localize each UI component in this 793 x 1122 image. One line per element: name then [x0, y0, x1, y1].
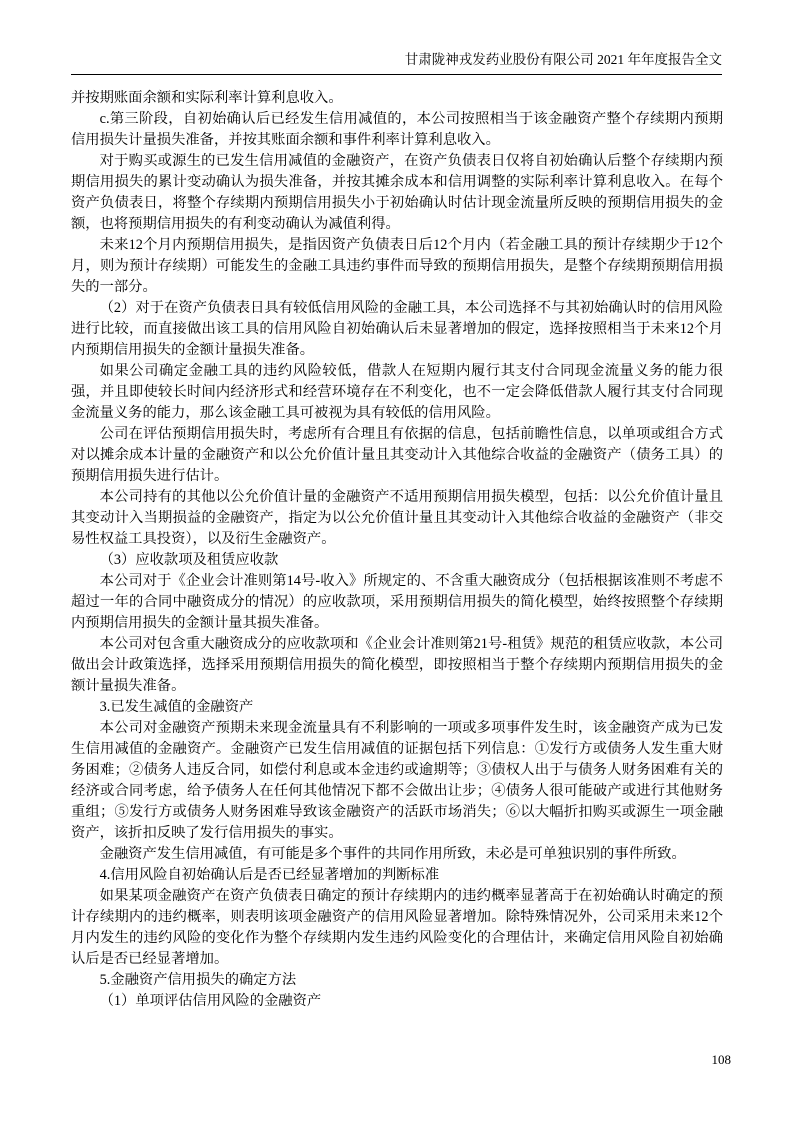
paragraph: 未来12个月内预期信用损失，是指因资产负债表日后12个月内（若金融工具的预计存续期少于12个月，则为预计存续期）可能发生的金融工具违约事件而导致的预期信用损失，是整个存续期预期信用损失的一部分。: [71, 237, 723, 295]
paragraph: 本公司对金融资产预期未来现金流量具有不利影响的一项或多项事件发生时，该金融资产成为已发生信用减值的金融资产。金融资产已发生信用减值的证据包括下列信息：①发行方或债务人发生重大财务困难；②债务人违反合同，如偿付利息或本金违约或逾期等；③债权人出于与债务人财务困难有关的经济或合同考虑，给予债务人在任何其他情况下都不会做出让步；④债务人很可能破产或进行其他财务重组；⑤发行方或债务人财务困难导致该金融资产的活跃市场消失；⑥以大幅折扣购买或源生一项金融资产，该折扣反映了发行信用损失的事实。: [71, 720, 723, 841]
section-heading: 5.金融资产信用损失的确定方法: [99, 972, 297, 988]
paragraph: 金融资产发生信用减值，有可能是多个事件的共同作用所致，未必是可单独识别的事件所致。: [99, 846, 686, 862]
paragraph: 公司在评估预期信用损失时，考虑所有合理且有依据的信息，包括前瞻性信息，以单项或组合方式对以摊余成本计量的金融资产和以公允价值计量且其变动计入其他综合收益的金融资产（债务工具）的预期信用损失进行估计。: [71, 426, 723, 484]
document-body: [71, 88, 723, 1012]
section-heading: 4.信用风险自初始确认后是否已经显著增加的判断标准: [99, 867, 440, 883]
report-title: 甘肃陇神戎发药业股份有限公司 2021 年年度报告全文: [404, 52, 722, 67]
section-heading: 3.已发生减值的金融资产: [99, 699, 254, 715]
paragraph: 本公司对于《企业会计准则第14号-收入》所规定的、不含重大融资成分（包括根据该准则不考虑不超过一年的合同中融资成分的情况）的应收款项，采用预期信用损失的简化模型，始终按照整个存续期内预期信用损失的金额计量其损失准备。: [71, 573, 723, 631]
section-heading: （3）应收款项及租赁应收款: [99, 552, 279, 568]
paragraph: 如果某项金融资产在资产负债表日确定的预计存续期内的违约概率显著高于在初始确认时确定的预计存续期内的违约概率，则表明该项金融资产的信用风险显著增加。除特殊情况外，公司采用未来12个月内发生的违约风险的变化作为整个存续期内发生违约风险变化的合理估计，来确定信用风险自初始确认后是否已经显著增加。: [71, 888, 723, 967]
paragraph: （2）对于在资产负债表日具有较低信用风险的金融工具，本公司选择不与其初始确认时的信用风险进行比较，而直接做出该工具的信用风险自初始确认后未显著增加的假定，选择按照相当于未来12个月内预期信用损失的金额计量损失准备。: [71, 300, 723, 358]
page-header: [71, 50, 722, 75]
paragraph: c.第三阶段，自初始确认后已经发生信用减值的，本公司按照相当于该金融资产整个存续期内预期信用损失计量损失准备，并按其账面余额和事件利率计算利息收入。: [71, 111, 723, 148]
paragraph: 对于购买或源生的已发生信用减值的金融资产，在资产负债表日仅将自初始确认后整个存续期内预期信用损失的累计变动确认为损失准备，并按其摊余成本和信用调整的实际利率计算利息收入。在每个资产负债表日，将整个存续期内预期信用损失小于初始确认时估计现金流量所反映的预期信用损失的金额，也将预期信用损失的有利变动确认为减值利得。: [71, 153, 723, 232]
section-heading: （1）单项评估信用风险的金融资产: [99, 993, 322, 1009]
page-number: 108: [711, 1052, 731, 1067]
paragraph: 本公司持有的其他以公允价值计量的金融资产不适用预期信用损失模型，包括：以公允价值计量且其变动计入当期损益的金融资产，指定为以公允价值计量且其变动计入其他综合收益的金融资产（非交易性权益工具投资），以及衍生金融资产。: [71, 489, 723, 547]
paragraph: 如果公司确定金融工具的违约风险较低，借款人在短期内履行其支付合同现金流量义务的能力很强，并且即使较长时间内经济形式和经营环境存在不利变化，也不一定会降低借款人履行其支付合同现金流量义务的能力，那么该金融工具可被视为具有较低的信用风险。: [71, 363, 723, 421]
paragraph: 并按期账面余额和实际利率计算利息收入。: [71, 90, 343, 106]
paragraph: 本公司对包含重大融资成分的应收款项和《企业会计准则第21号-租赁》规范的租赁应收款，本公司做出会计政策选择，选择采用预期信用损失的简化模型，即按照相当于整个存续期内预期信用损失的金额计量损失准备。: [71, 636, 723, 694]
